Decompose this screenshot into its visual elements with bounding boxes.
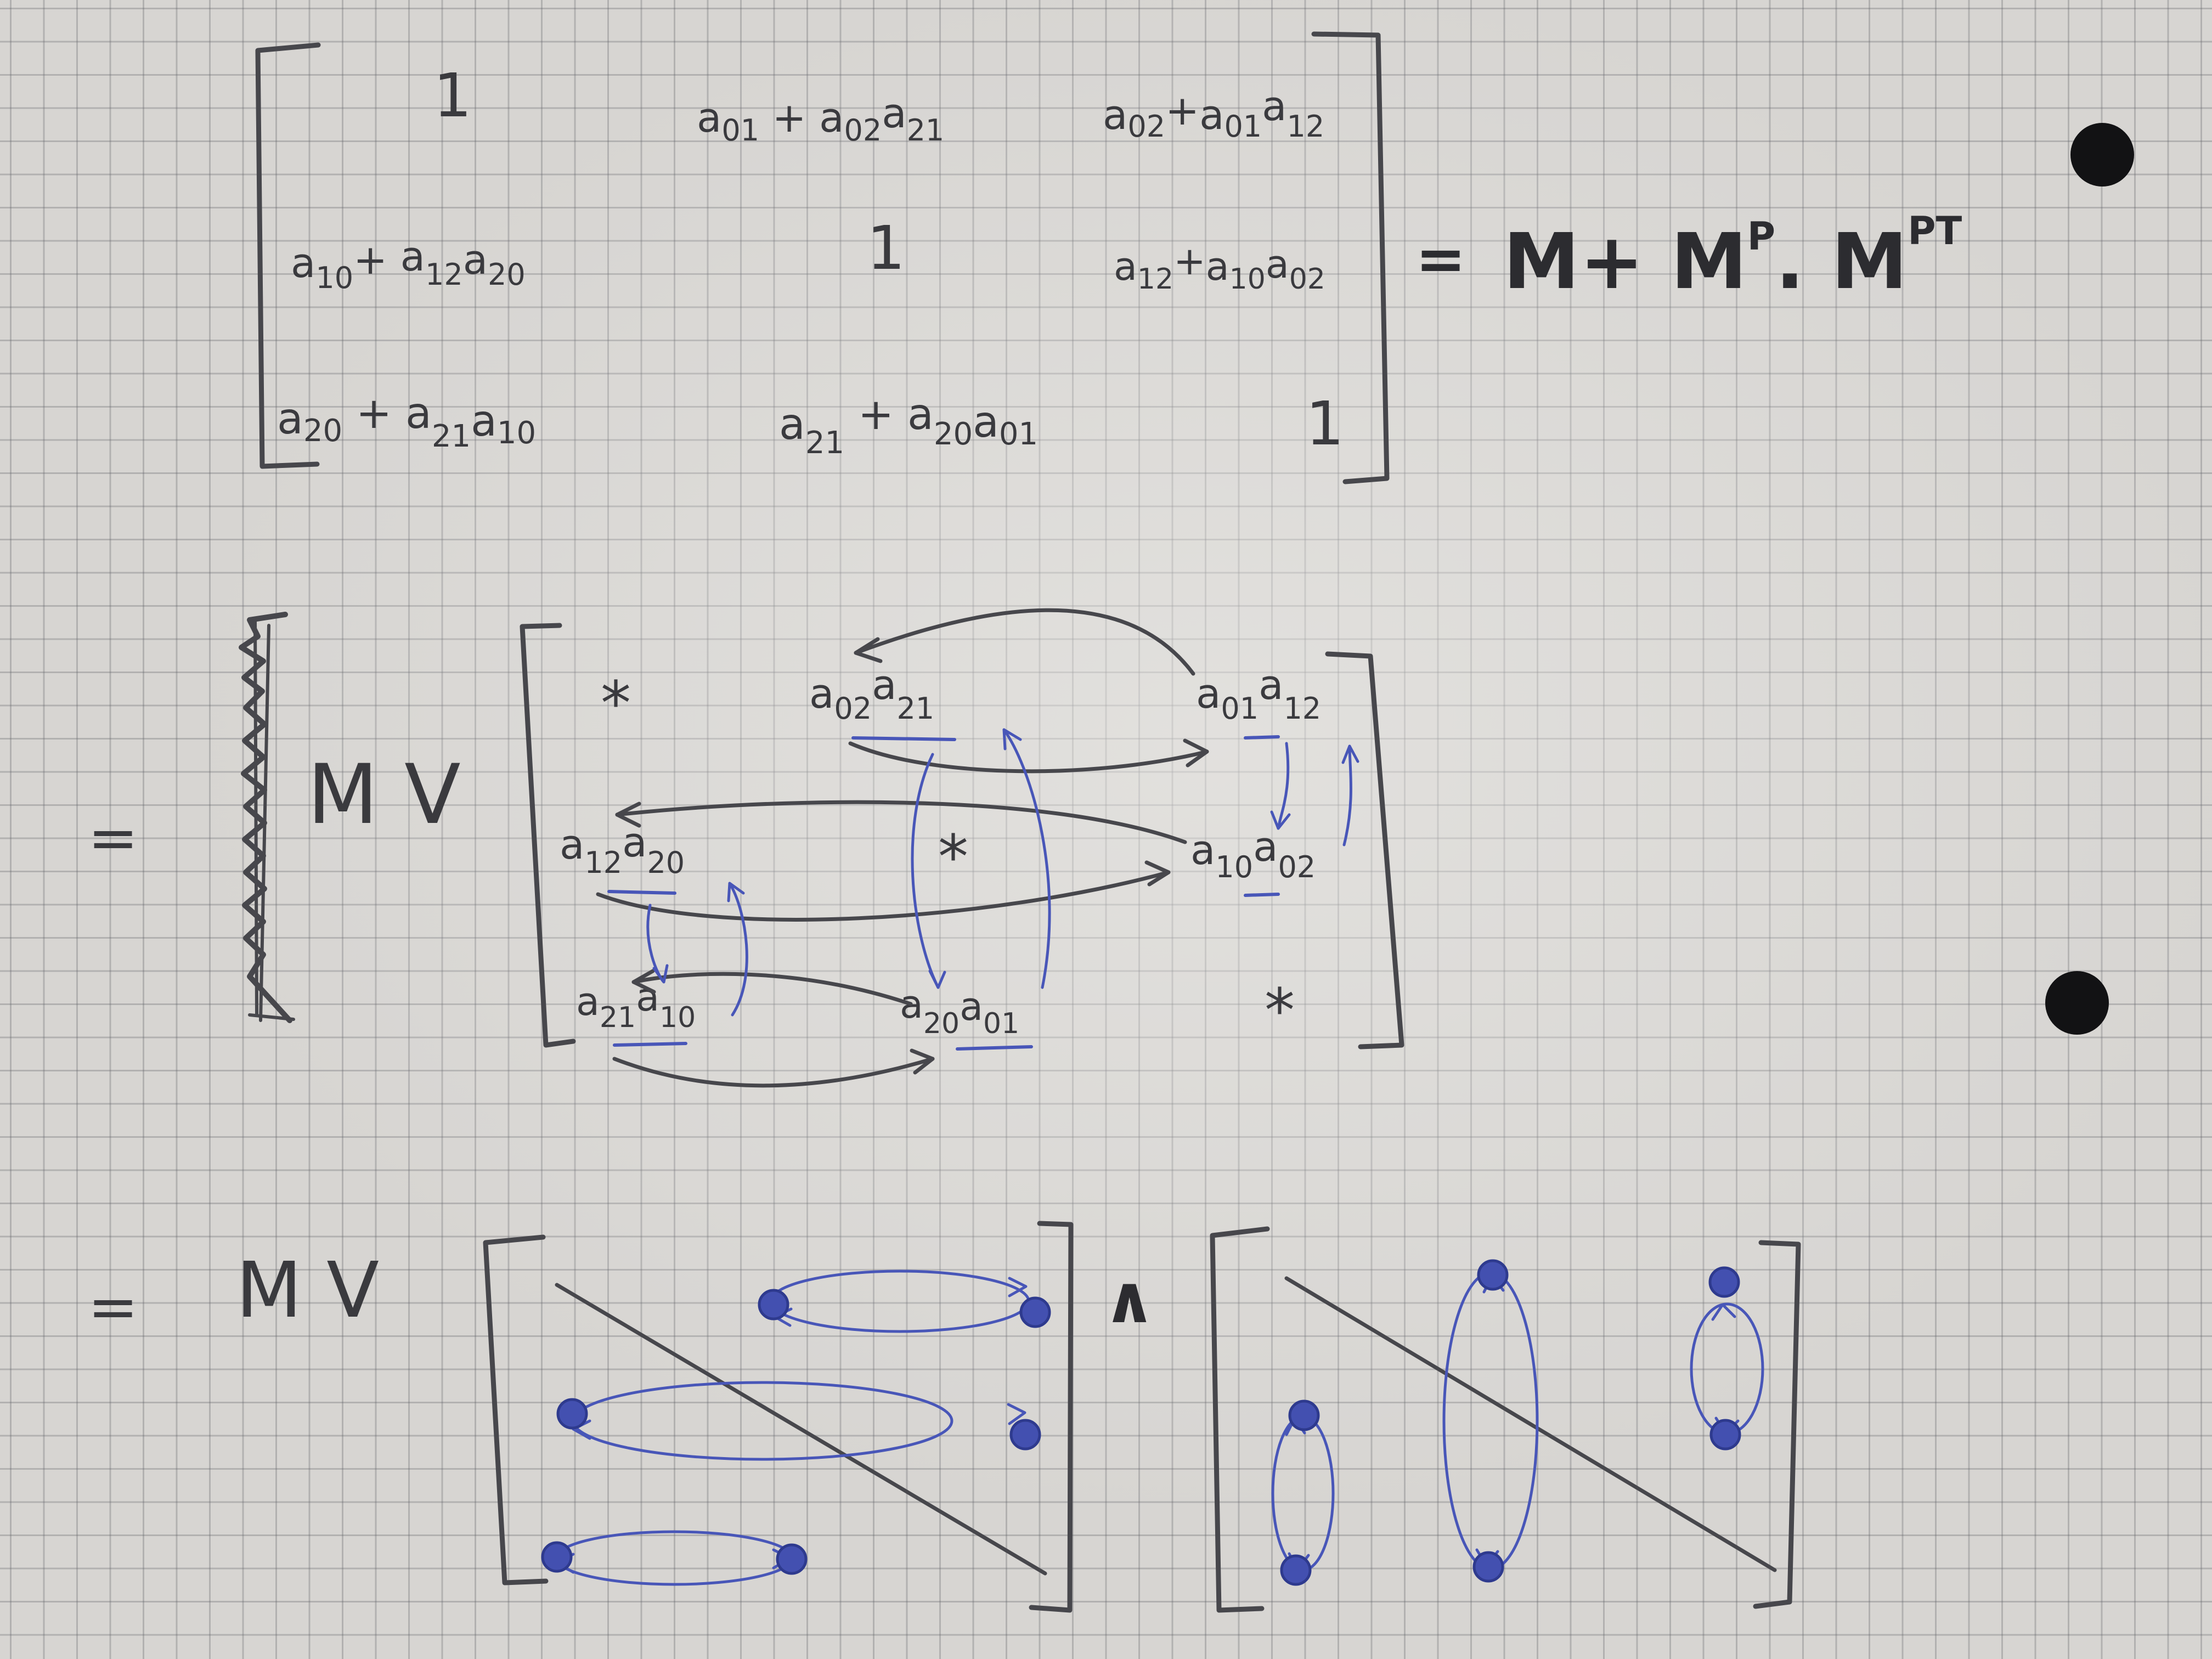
diag-star-2: * (938, 822, 968, 892)
binder-hole-top (2070, 123, 2134, 187)
product-a10-a02: $a_{10}a_{02}$ (1190, 823, 1316, 884)
right-pattern-dots (1282, 1261, 1740, 1584)
bottom-equals-sign: = (88, 1272, 139, 1342)
cell-r0c2: $a02+a01a_{12}$ (1103, 83, 1325, 144)
cell-r0c1: $a_{01} + a_{02}a_{21}$ (697, 90, 945, 148)
rhs-expression: $M+ M^P$. $M^{PT}$ (1503, 208, 1962, 307)
cell-r2c1: $a_{21} + a_{20}a01$ (779, 390, 1039, 461)
right-pattern-left-bracket (1212, 1229, 1267, 1610)
middle-equals-sign: = (88, 803, 139, 873)
right-pattern-right-bracket (1756, 1243, 1798, 1606)
top-equals-sign: = (1415, 224, 1466, 294)
product-a21-a10: $a_{21}a_{10}$ (576, 975, 696, 1034)
product-a01-a12: $a_{01}a_{12}$ (1196, 662, 1322, 726)
middle-section (88, 610, 1402, 1086)
left-pattern-diagonal (557, 1285, 1045, 1573)
cell-r2c2: 1 (1306, 388, 1344, 459)
binder-hole-bottom (2045, 971, 2109, 1035)
top-matrix (258, 34, 1962, 482)
diag-star-3: * (1265, 975, 1295, 1046)
product-a12-a20: $a_{12}a_{20}$ (560, 819, 685, 880)
wedge-operator: ∧ (1103, 1262, 1156, 1338)
bottom-prefix: M V (236, 1246, 380, 1335)
middle-right-bracket (1328, 654, 1402, 1047)
product-a02-a21: $a_{02}a_{21}$ (809, 662, 935, 726)
cell-r2c0: $a20 + a_{21}a10$ (277, 389, 537, 454)
product-a20-a01: $a_{20}a_{01}$ (900, 982, 1020, 1040)
cell-r1c1: 1 (867, 213, 905, 283)
cell-r1c0: $a_{10}+ a_{12}a_{20}$ (291, 233, 526, 295)
middle-prefix: M V (307, 747, 461, 843)
cell-r1c2: $a_{12}+a_{10}a_{02}$ (1114, 239, 1325, 296)
left-pattern-left-bracket (486, 1237, 546, 1583)
blue-underlines (609, 737, 1278, 1049)
right-pattern-loops (1273, 1273, 1763, 1570)
left-pattern-loops (556, 1271, 1029, 1584)
bottom-section (88, 1223, 1798, 1610)
cell-r0c0: 1 (433, 60, 472, 131)
diag-star-1: * (601, 668, 631, 738)
scribbled-bracket-strokes (250, 620, 294, 1020)
left-pattern-right-bracket (1031, 1223, 1071, 1610)
